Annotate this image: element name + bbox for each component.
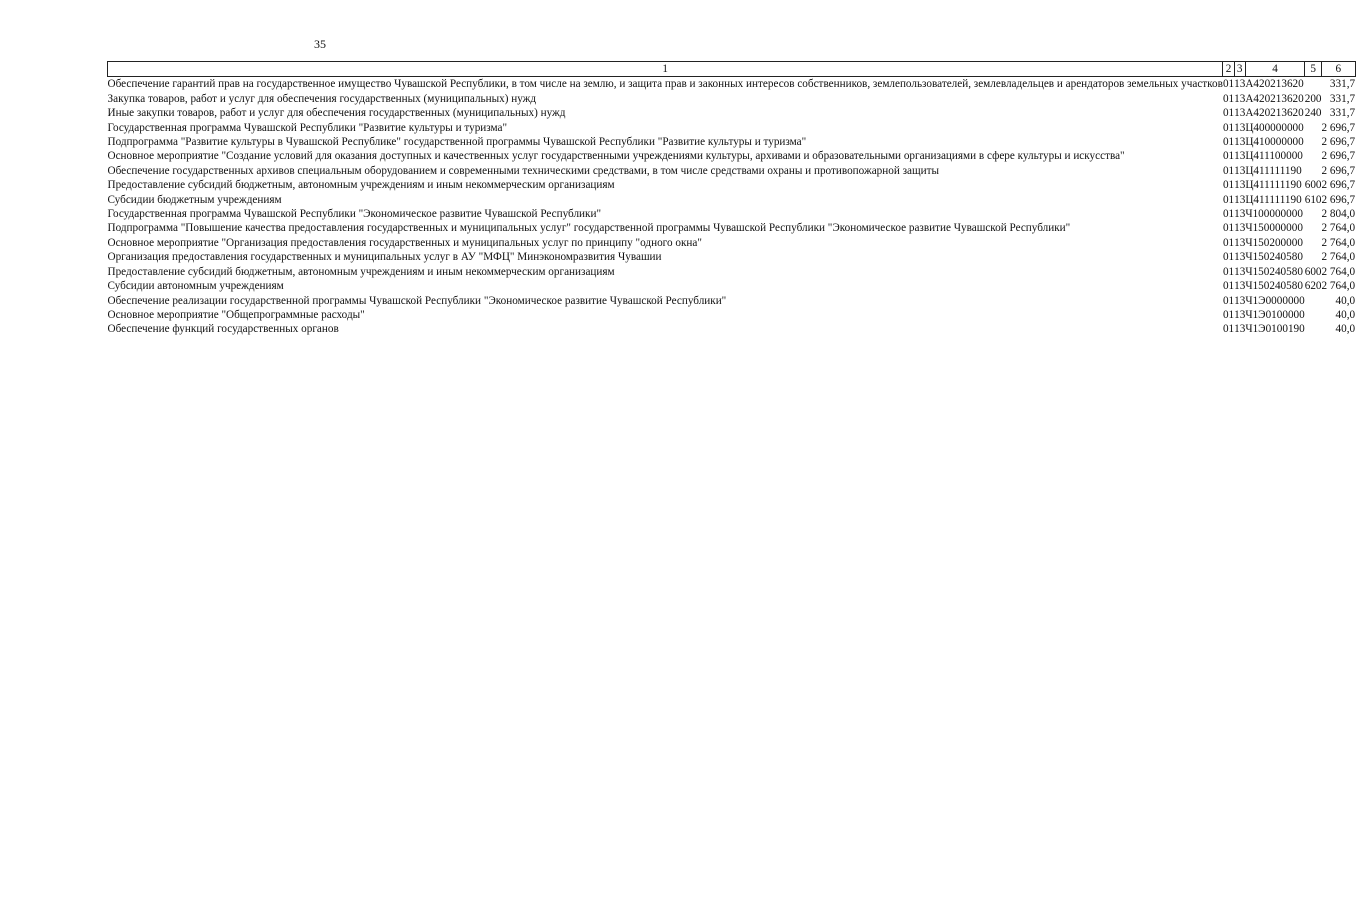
row-expense-type: [1305, 135, 1322, 149]
table-row: [108, 294, 1356, 308]
row-expense-type: [1305, 221, 1322, 235]
row-expense-type: [1305, 308, 1322, 322]
row-description: Подпрограмма "Повышение качества предоставления государственных и муниципальных услуг" государственной программы Чувашской Республики "Экономическое развитие Чувашской Республики": [107, 222, 1071, 235]
row-section-code: 01: [1222, 294, 1235, 307]
row-description: Закупка товаров, работ и услуг для обеспечения государственных (муниципальных) нужд: [107, 92, 537, 105]
row-amount: 2 696,7: [1321, 136, 1356, 149]
row-section-code: 01: [1222, 164, 1235, 177]
row-section-code: 01: [1222, 150, 1235, 163]
table-row: [108, 164, 1356, 178]
row-target-article: Ц400000000: [1245, 121, 1304, 134]
row-subsection-code: 13: [1234, 236, 1246, 249]
row-section-code: 01: [1222, 107, 1235, 120]
row-section-code: 01: [1222, 323, 1235, 336]
table-row: [108, 106, 1356, 120]
table-row: [108, 178, 1356, 192]
row-amount: 2 764,0: [1321, 265, 1356, 278]
row-subsection-code: 13: [1234, 251, 1246, 264]
row-description: Предоставление субсидий бюджетным, автономным учреждениям и иным некоммерческим организациям: [107, 265, 615, 278]
row-description: Субсидии бюджетным учреждениям: [107, 193, 282, 206]
row-expense-type: [1305, 236, 1322, 250]
page-number: 35: [314, 37, 326, 51]
row-amount: 331,7: [1329, 92, 1356, 105]
row-section-code: 01: [1222, 136, 1235, 149]
row-expense-type: 600: [1304, 179, 1322, 192]
row-description: Обеспечение реализации государственной программы Чувашской Республики "Экономическое развитие Чувашской Республики": [107, 294, 727, 307]
row-description: Субсидии автономным учреждениям: [107, 280, 284, 293]
row-target-article: Ч1Э0100190: [1245, 323, 1305, 336]
row-subsection-code: 13: [1234, 92, 1246, 105]
table-row: [108, 207, 1356, 221]
row-description: Государственная программа Чувашской Республики "Экономическое развитие Чувашской Республики": [107, 208, 602, 221]
table-row: [108, 135, 1356, 149]
table-row: [108, 250, 1356, 264]
row-expense-type: [1305, 207, 1322, 221]
row-amount: 331,7: [1329, 107, 1356, 120]
row-section-code: 01: [1222, 179, 1235, 192]
row-target-article: Ч150240580: [1245, 265, 1303, 278]
header-col-6: 6: [1322, 62, 1356, 77]
row-section-code: 01: [1222, 121, 1235, 134]
row-amount: 2 764,0: [1321, 236, 1356, 249]
row-section-code: 01: [1222, 308, 1235, 321]
row-subsection-code: 13: [1234, 121, 1246, 134]
row-target-article: Ч150200000: [1245, 236, 1303, 249]
row-target-article: Ч150000000: [1245, 222, 1303, 235]
row-subsection-code: 13: [1234, 107, 1246, 120]
row-subsection-code: 13: [1234, 193, 1246, 206]
row-target-article: Ц411100000: [1245, 150, 1303, 163]
table-row: [108, 322, 1356, 336]
row-description: Обеспечение функций государственных органов: [107, 323, 339, 336]
row-description: Основное мероприятие "Создание условий для оказания доступных и качественных услуг государственными учреждениями культуры, архивами и образовательными организациями в сфере культуры и искусства": [107, 150, 1125, 163]
table-row: [108, 265, 1356, 279]
row-section-code: 01: [1222, 280, 1235, 293]
row-amount: 40,0: [1335, 308, 1356, 321]
row-target-article: Ч1Э0000000: [1245, 294, 1305, 307]
table-row: [108, 149, 1356, 163]
row-amount: 2 696,7: [1321, 150, 1356, 163]
row-section-code: 01: [1222, 236, 1235, 249]
header-col-5: 5: [1305, 62, 1322, 77]
row-target-article: Ц411111190: [1245, 193, 1302, 206]
row-section-code: 01: [1222, 208, 1235, 221]
table-row: [108, 121, 1356, 135]
row-expense-type: 240: [1304, 107, 1322, 120]
row-section-code: 01: [1222, 265, 1235, 278]
row-description: Обеспечение гарантий прав на государственное имущество Чувашской Республики, в том числе на землю, и защита прав и законных интересов собственников, землепользователей, землевладельцев и арендаторов земельных участков: [107, 78, 1223, 91]
row-expense-type: [1305, 322, 1322, 336]
row-section-code: 01: [1222, 193, 1235, 206]
table-row: [108, 236, 1356, 250]
row-amount: 2 696,7: [1321, 179, 1356, 192]
row-target-article: Ч150240580: [1245, 280, 1303, 293]
table-row: [108, 92, 1356, 106]
row-subsection-code: 13: [1234, 222, 1246, 235]
row-description: Предоставление субсидий бюджетным, автономным учреждениям и иным некоммерческим организациям: [107, 179, 615, 192]
row-subsection-code: 13: [1234, 265, 1246, 278]
row-target-article: Ч1Э0100000: [1245, 308, 1305, 321]
table-row: [108, 221, 1356, 235]
row-subsection-code: 13: [1234, 179, 1246, 192]
header-col-4: 4: [1245, 62, 1304, 77]
row-expense-type: [1305, 164, 1322, 178]
row-subsection-code: 13: [1234, 208, 1246, 221]
row-expense-type: 610: [1304, 193, 1322, 206]
row-subsection-code: 13: [1234, 280, 1246, 293]
row-expense-type: 600: [1304, 265, 1322, 278]
row-amount: 2 764,0: [1321, 251, 1356, 264]
row-description: Иные закупки товаров, работ и услуг для обеспечения государственных (муниципальных) нужд: [107, 107, 566, 120]
row-amount: 2 696,7: [1321, 164, 1356, 177]
table-row: [108, 279, 1356, 293]
row-amount: 2 764,0: [1321, 222, 1356, 235]
row-expense-type: 620: [1304, 280, 1322, 293]
row-description: Обеспечение государственных архивов специальным оборудованием и современными техническими средствами, в том числе средствами охраны и противопожарной защиты: [107, 164, 940, 177]
row-amount: 2 696,7: [1321, 193, 1356, 206]
budget-table: [107, 61, 1356, 337]
row-description: Государственная программа Чувашской Республики "Развитие культуры и туризма": [107, 121, 508, 134]
row-description: Организация предоставления государственных и муниципальных услуг в АУ "МФЦ" Минэкономразвития Чувашии: [107, 251, 662, 264]
header-col-1: 1: [108, 62, 1223, 77]
row-expense-type: [1305, 294, 1322, 308]
row-expense-type: 200: [1304, 92, 1322, 105]
row-target-article: А420213620: [1245, 78, 1304, 91]
row-section-code: 01: [1222, 92, 1235, 105]
row-target-article: Ч150240580: [1245, 251, 1303, 264]
row-section-code: 01: [1222, 251, 1235, 264]
row-target-article: Ц411111190: [1245, 164, 1302, 177]
row-amount: 40,0: [1335, 294, 1356, 307]
row-subsection-code: 13: [1234, 78, 1246, 91]
row-subsection-code: 13: [1234, 323, 1246, 336]
row-expense-type: [1305, 77, 1322, 92]
row-subsection-code: 13: [1234, 164, 1246, 177]
row-description: Подпрограмма "Развитие культуры в Чувашской Республике" государственной программы Чувашской Республики "Развитие культуры и туризма": [107, 136, 807, 149]
row-description: Основное мероприятие "Организация предоставления государственных и муниципальных услуг по принципу "одного окна": [107, 236, 702, 249]
row-target-article: А420213620: [1245, 107, 1304, 120]
header-col-2: 2: [1223, 62, 1234, 77]
row-subsection-code: 13: [1234, 150, 1246, 163]
row-expense-type: [1305, 121, 1322, 135]
table-row: [108, 77, 1356, 92]
row-target-article: А420213620: [1245, 92, 1304, 105]
row-subsection-code: 13: [1234, 308, 1246, 321]
row-target-article: Ч100000000: [1245, 208, 1303, 221]
row-section-code: 01: [1222, 222, 1235, 235]
row-description: Основное мероприятие "Общепрограммные расходы": [107, 308, 365, 321]
row-target-article: Ц411111190: [1245, 179, 1302, 192]
row-section-code: 01: [1222, 78, 1235, 91]
row-expense-type: [1305, 250, 1322, 264]
row-amount: 40,0: [1335, 323, 1356, 336]
row-amount: 331,7: [1329, 78, 1356, 91]
table-row: [108, 308, 1356, 322]
header-col-3: 3: [1234, 62, 1245, 77]
row-amount: 2 764,0: [1321, 280, 1356, 293]
row-amount: 2 804,0: [1321, 208, 1356, 221]
table-row: [108, 193, 1356, 207]
row-target-article: Ц410000000: [1245, 136, 1304, 149]
row-subsection-code: 13: [1234, 136, 1246, 149]
row-amount: 2 696,7: [1321, 121, 1356, 134]
row-expense-type: [1305, 149, 1322, 163]
table-header-row: [108, 62, 1356, 77]
row-subsection-code: 13: [1234, 294, 1246, 307]
